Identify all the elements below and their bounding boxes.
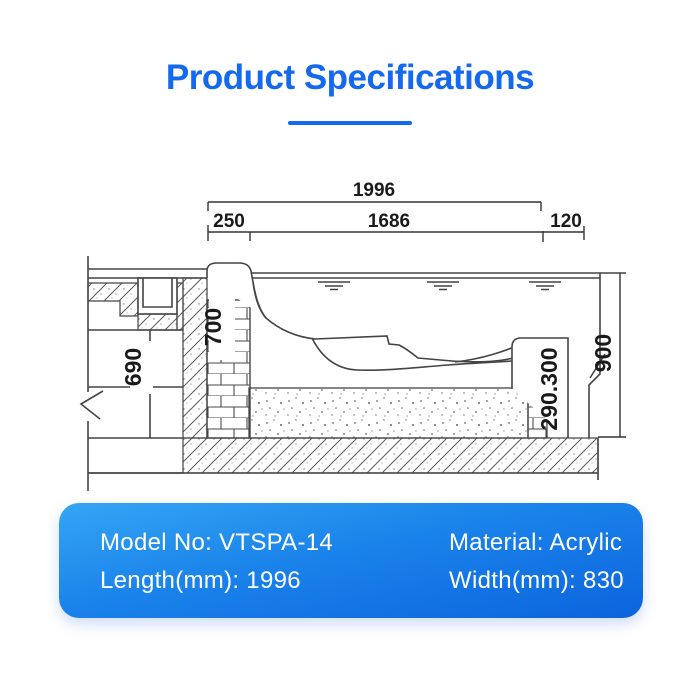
spec-card-right-column [449,524,643,618]
page-title: Product Specifications [165,58,535,97]
model-number: Model No: VTSPA-14 [100,529,334,556]
material-spec: Material: Acrylic [449,529,623,556]
dim-pillar-height: 700 [200,307,226,347]
spec-card [59,503,643,618]
width-spec: Width(mm): 830 [449,567,624,594]
dim-right-wall-height: 900 [590,333,616,373]
tub-profile [253,282,533,370]
sand-bed [249,388,528,438]
dim-total-length: 1996 [352,180,396,201]
dim-middle-segment: 1686 [367,211,411,232]
water-surface [252,273,626,290]
dim-left-wall-depth: 690 [120,347,146,387]
dim-right-segment: 120 [550,211,582,232]
dim-base-height: 290.300 [536,347,562,431]
dim-left-segment: 250 [213,211,245,232]
length-spec: Length(mm): 1996 [100,567,301,594]
water-level-icon [318,282,350,290]
foundation-strip [183,438,598,473]
break-line-icon [81,391,103,419]
water-level-icon [427,282,459,290]
water-level-icon [529,282,561,290]
spec-card-left-column [100,524,449,618]
